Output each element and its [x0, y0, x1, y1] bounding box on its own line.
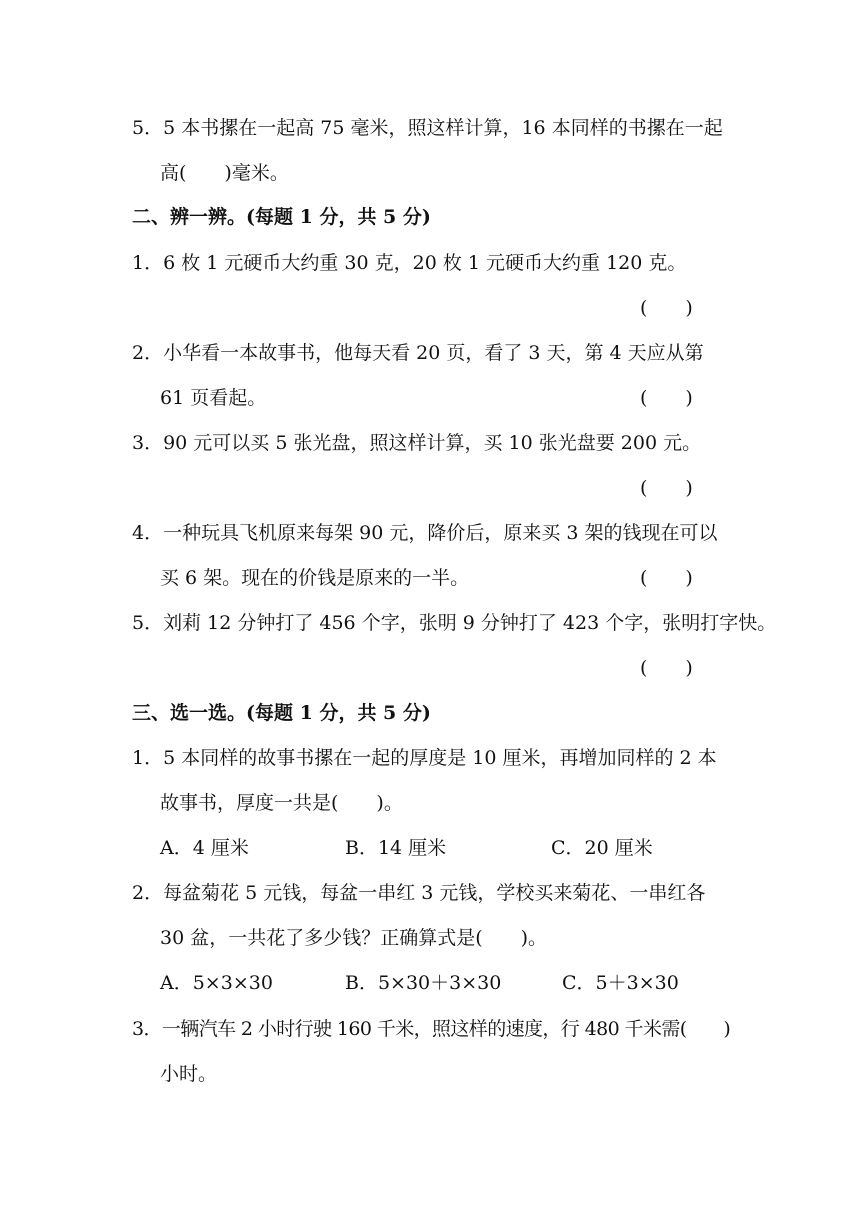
s3-q2-option-c: C．5＋3×30 [562, 972, 679, 994]
s2-question-2-line-2: 61 页看起。 [160, 387, 267, 409]
s2-question-2-line-1: 2．小华看一本故事书，他每天看 20 页，看了 3 天，第 4 天应从第 [132, 342, 704, 364]
s3-q1-option-a: A．4 厘米 [160, 837, 249, 859]
s2-question-5-line-1: 5．刘莉 12 分钟打了 456 个字，张明 9 分钟打了 423 个字，张明打字快。 [132, 612, 777, 634]
s3-q1-option-b: B．14 厘米 [345, 837, 447, 859]
s2-question-3-line-1: 3．90 元可以买 5 张光盘，照这样计算，买 10 张光盘要 200 元。 [132, 432, 702, 454]
s3-q1-option-c: C．20 厘米 [551, 837, 653, 859]
s2-question-4-line-1: 4．一种玩具飞机原来每架 90 元，降价后，原来买 3 架的钱现在可以 [132, 522, 718, 544]
s2-q4-answer-paren: ( ) [640, 567, 693, 589]
s3-q2-option-a: A．5×3×30 [160, 972, 273, 994]
section-3-title: 三、选一选。(每题 1 分，共 5 分) [132, 702, 431, 724]
question-5-line-1: 5．5 本书摞在一起高 75 毫米，照这样计算，16 本同样的书摞在一起 [132, 117, 723, 139]
s3-question-1-line-1: 1．5 本同样的故事书摞在一起的厚度是 10 厘米，再增加同样的 2 本 [132, 747, 717, 769]
s2-q5-answer-paren: ( ) [640, 657, 693, 679]
s3-q2-option-b: B．5×30＋3×30 [345, 972, 502, 994]
s2-q2-answer-paren: ( ) [640, 387, 693, 409]
s3-question-3-line-1: 3．一辆汽车 2 小时行驶 160 千米，照这样的速度，行 480 千米需( ) [132, 1018, 731, 1040]
s3-question-2-line-2: 30 盆，一共花了多少钱？正确算式是( )。 [160, 927, 548, 949]
s3-question-2-line-1: 2．每盆菊花 5 元钱，每盆一串红 3 元钱，学校买来菊花、一串红各 [132, 882, 706, 904]
s2-q3-answer-paren: ( ) [640, 477, 693, 499]
s3-question-1-line-2: 故事书，厚度一共是( )。 [160, 792, 403, 814]
s2-question-1-line-1: 1．6 枚 1 元硬币大约重 30 克，20 枚 1 元硬币大约重 120 克。 [132, 252, 687, 274]
s3-question-3-line-2: 小时。 [160, 1063, 218, 1085]
s2-question-4-line-2: 买 6 架。现在的价钱是原来的一半。 [160, 567, 470, 589]
question-5-line-2: 高( )毫米。 [160, 162, 289, 184]
section-2-title: 二、辨一辨。(每题 1 分，共 5 分) [132, 206, 431, 228]
s2-q1-answer-paren: ( ) [640, 297, 693, 319]
